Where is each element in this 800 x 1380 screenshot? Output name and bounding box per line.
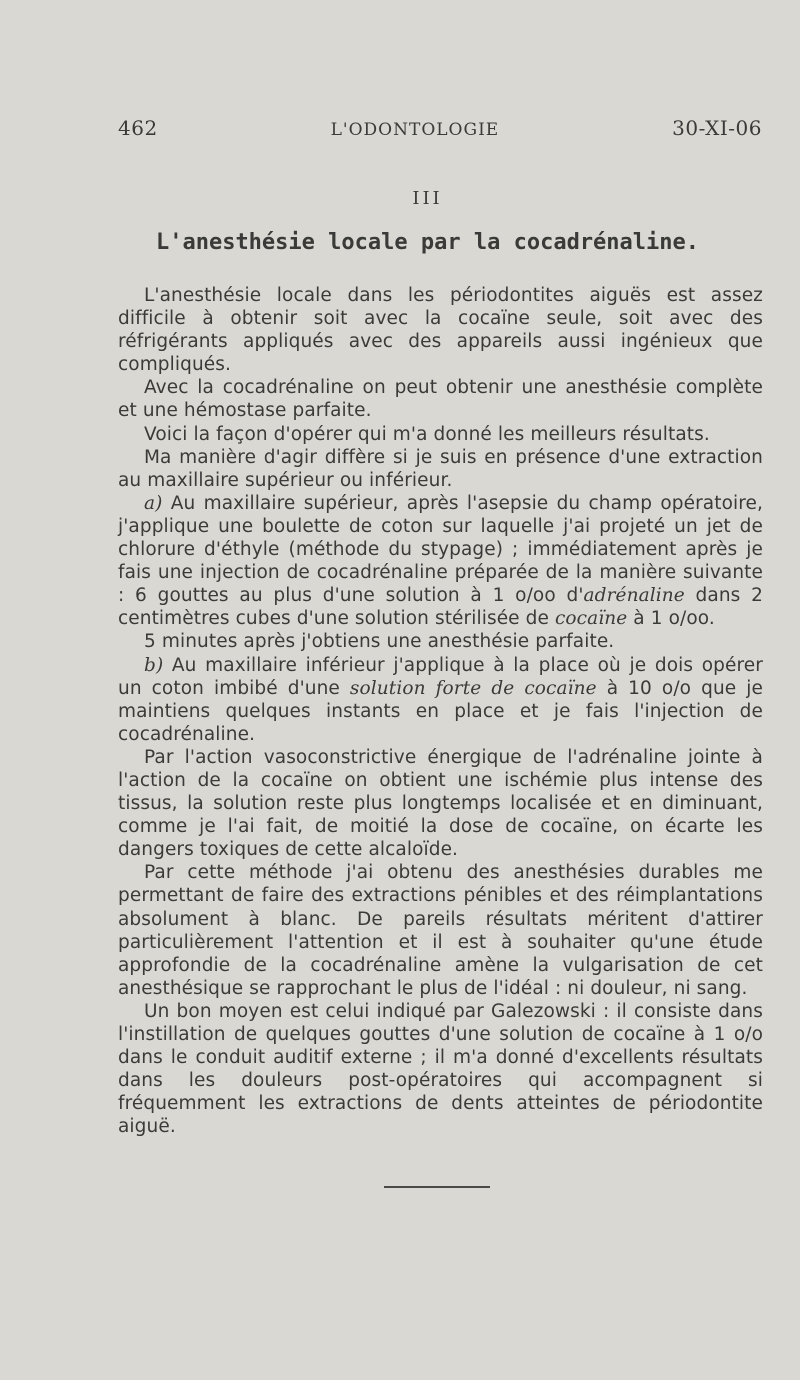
issue-date: 30-XI-06	[672, 116, 762, 140]
paragraph: Un bon moyen est celui indiqué par Galezowski : il consiste dans l'instillation de quelques gouttes d'une solution de cocaïne à 1 o/o dans le conduit auditif externe ; il m'a donné d'excellents résultats dans les douleurs post-opératoires qui accompagnent si fréquemment les extractions de dents atteintes de périodontite aiguë.	[118, 1000, 763, 1138]
paragraph: b) Au maxillaire inférieur j'applique à la place où je dois opérer un coton imbibé d'une solution forte de cocaïne à 10 o/o que je maintiens quelques instants en place et je fais l'injection de cocadrénaline.	[118, 654, 763, 745]
paragraph: Avec la cocadrénaline on peut obtenir une anesthésie complète et une hémostase parfaite.	[118, 377, 763, 422]
paragraph: Par l'action vasoconstrictive énergique de l'adrénaline jointe à l'action de la cocaïne on obtient une ischémie plus intense des tissus, la solution reste plus longtemps localisée et en diminuant, comme je l'ai fait, de moitié la dose de cocaïne, on écarte les dangers toxiques de cette alcaloïde.	[118, 746, 763, 861]
end-rule	[384, 1186, 490, 1188]
paragraph: 5 minutes après j'obtiens une anesthésie parfaite.	[144, 631, 615, 653]
journal-title: L'ODONTOLOGIE	[330, 120, 500, 140]
paragraph: L'anesthésie locale dans les périodontites aiguës est assez difficile à obtenir soit avec la cocaïne seule, soit avec des réfrigérants appliqués avec des appareils aussi ingénieux que compliqués.	[118, 285, 763, 376]
paragraph: Par cette méthode j'ai obtenu des anesthésies durables me permettant de faire des extractions pénibles et des réimplantations absolument à blanc. De pareils résultats méritent d'attirer particulièrement l'attention et il est à souhaiter qu'une étude approfondie de la cocadrénaline amène la vulgarisation de cet anesthésique se rapprochant le plus de l'idéal : ni douleur, ni sang.	[118, 862, 763, 999]
running-header	[118, 116, 762, 140]
article-body	[118, 284, 763, 1138]
article-heading: L'anesthésie locale par la cocadrénaline.	[155, 230, 700, 255]
list-marker-b: b)	[144, 654, 164, 676]
list-marker-a: a)	[144, 492, 163, 514]
paragraph: Ma manière d'agir diffère si je suis en présence d'une extraction au maxillaire supérieur ou inférieur.	[118, 446, 763, 491]
page-number: 462	[118, 116, 158, 140]
paragraph: a) Au maxillaire supérieur, après l'asepsie du champ opératoire, j'applique une boulette de coton sur laquelle j'ai projeté un jet de chlorure d'éthyle (méthode du stypage) ; immédiatement après je fais une injection de cocadrénaline préparée de la manière suivante : 6 gouttes au plus d'une solution à 1 o/oo d'adrénaline dans 2 centimètres cubes d'une solution stérilisée de cocaïne à 1 o/oo.	[118, 492, 763, 630]
paragraph: Voici la façon d'opérer qui m'a donné les meilleurs résultats.	[144, 423, 710, 445]
section-number: III	[412, 188, 443, 209]
